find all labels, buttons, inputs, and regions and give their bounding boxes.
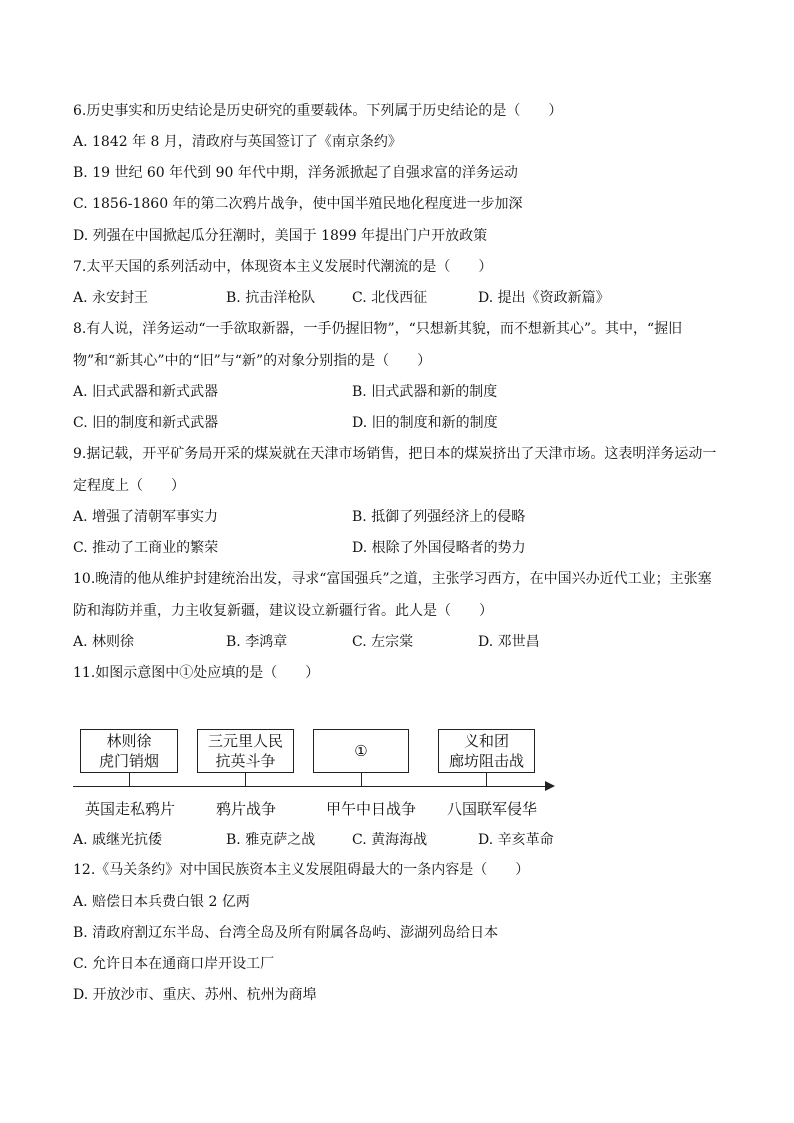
- q9-option-c: C. 推动了工商业的繁荣: [73, 540, 219, 556]
- q12-option-a: A. 赔偿日本兵费白银 2 亿两: [73, 894, 250, 910]
- q12-option-b: B. 清政府割辽东半岛、台湾全岛及所有附属各岛屿、澎湖列岛给日本: [73, 925, 499, 941]
- q7-stem: 7.太平天国的系列活动中，体现资本主义发展时代潮流的是（ ）: [73, 259, 493, 275]
- q6-option-d: D. 列强在中国掀起瓜分狂潮时，美国于 1899 年提出门户开放政策: [73, 228, 488, 244]
- q10-option-d: D. 邓世昌: [478, 634, 540, 650]
- q11-option-c: C. 黄海海战: [352, 832, 428, 848]
- q8-stem-line2: 物”和“新其心”中的“旧”与“新”的对象分别指的是（ ）: [73, 353, 432, 369]
- q8-option-d: D. 旧的制度和新的制度: [352, 415, 498, 431]
- diagram-connector-4: [486, 772, 487, 786]
- timeline-label-1: 英国走私鸦片: [84, 800, 176, 818]
- q7-option-b: B. 抗击洋枪队: [226, 290, 316, 306]
- timeline-label-2: 鸦片战争: [215, 800, 277, 818]
- q10-option-b: B. 李鸿章: [226, 634, 288, 650]
- q12-option-c: C. 允许日本在通商口岸开设工厂: [73, 956, 275, 972]
- q12-option-d: D. 开放沙市、重庆、苏州、杭州为商埠: [73, 987, 317, 1003]
- q9-option-d: D. 根除了外国侵略者的势力: [352, 540, 526, 556]
- q8-stem-line1: 8.有人说，洋务运动“一手欲取新器，一手仍握旧物”，“只想新其貌，而不想新其心”。其中，“握旧: [73, 321, 683, 337]
- q11-stem: 11.如图示意图中①处应填的是（ ）: [73, 665, 320, 681]
- timeline-axis: [73, 786, 547, 787]
- diagram-connector-1: [129, 772, 130, 786]
- q9-option-b: B. 抵御了列强经济上的侵略: [352, 509, 526, 525]
- q6-option-a: A. 1842 年 8 月，清政府与英国签订了《南京条约》: [73, 134, 402, 150]
- timeline-arrow-icon: [545, 781, 555, 791]
- q6-option-c: C. 1856-1860 年的第二次鸦片战争，使中国半殖民地化程度进一步加深: [73, 196, 523, 212]
- q7-option-c: C. 北伐西征: [352, 290, 428, 306]
- q8-option-b: B. 旧式武器和新的制度: [352, 384, 498, 400]
- q11-option-d: D. 辛亥革命: [478, 832, 554, 848]
- q9-option-a: A. 增强了清朝军事实力: [73, 509, 219, 525]
- diagram-box-3-line1: ①: [354, 742, 368, 760]
- q8-option-a: A. 旧式武器和新式武器: [73, 384, 219, 400]
- diagram-box-2-line1: 三元里人民: [207, 732, 283, 750]
- diagram-connector-2: [245, 772, 246, 786]
- q7-option-d: D. 提出《资政新篇》: [478, 290, 610, 306]
- timeline-label-3: 甲午中日战争: [325, 800, 417, 818]
- q9-stem-line2: 定程度上（ ）: [73, 478, 185, 494]
- q7-option-a: A. 永安封王: [73, 290, 149, 306]
- q10-stem-line2: 防和海防并重，力主收复新疆，建议设立新疆行省。此人是（ ）: [73, 603, 493, 619]
- diagram-box-1-line2: 虎门销烟: [98, 752, 159, 770]
- q6-option-b: B. 19 世纪 60 年代到 90 年代中期，洋务派掀起了自强求富的洋务运动: [73, 165, 518, 181]
- q11-option-a: A. 戚继光抗倭: [73, 832, 163, 848]
- q12-stem: 12.《马关条约》对中国民族资本主义发展阻碍最大的一条内容是（ ）: [73, 862, 530, 878]
- diagram-box-4-line1: 义和团: [463, 732, 509, 750]
- timeline-label-4: 八国联军侵华: [446, 800, 538, 818]
- q6-stem: 6.历史事实和历史结论是历史研究的重要载体。下列属于历史结论的是（ ）: [73, 103, 563, 119]
- diagram-box-3-blank: [313, 729, 409, 773]
- diagram-box-2: [197, 729, 294, 773]
- diagram-box-2-line2: 抗英斗争: [215, 752, 276, 770]
- diagram-box-4: [438, 729, 535, 773]
- q11-option-b: B. 雅克萨之战: [226, 832, 316, 848]
- q9-stem-line1: 9.据记载，开平矿务局开采的煤炭就在天津市场销售，把日本的煤炭挤出了天津市场。这表明洋务运动一: [73, 446, 717, 462]
- q10-stem-line1: 10.晚清的他从维护封建统治出发，寻求“富国强兵”之道，主张学习西方，在中国兴办近代工业；主张塞: [73, 571, 712, 587]
- diagram-connector-3: [361, 772, 362, 786]
- diagram-box-1: [80, 729, 178, 773]
- q10-option-c: C. 左宗棠: [352, 634, 414, 650]
- q8-option-c: C. 旧的制度和新式武器: [73, 415, 219, 431]
- diagram-box-1-line1: 林则徐: [106, 732, 152, 750]
- diagram-box-4-line2: 廊坊阻击战: [448, 752, 524, 770]
- q10-option-a: A. 林则徐: [73, 634, 135, 650]
